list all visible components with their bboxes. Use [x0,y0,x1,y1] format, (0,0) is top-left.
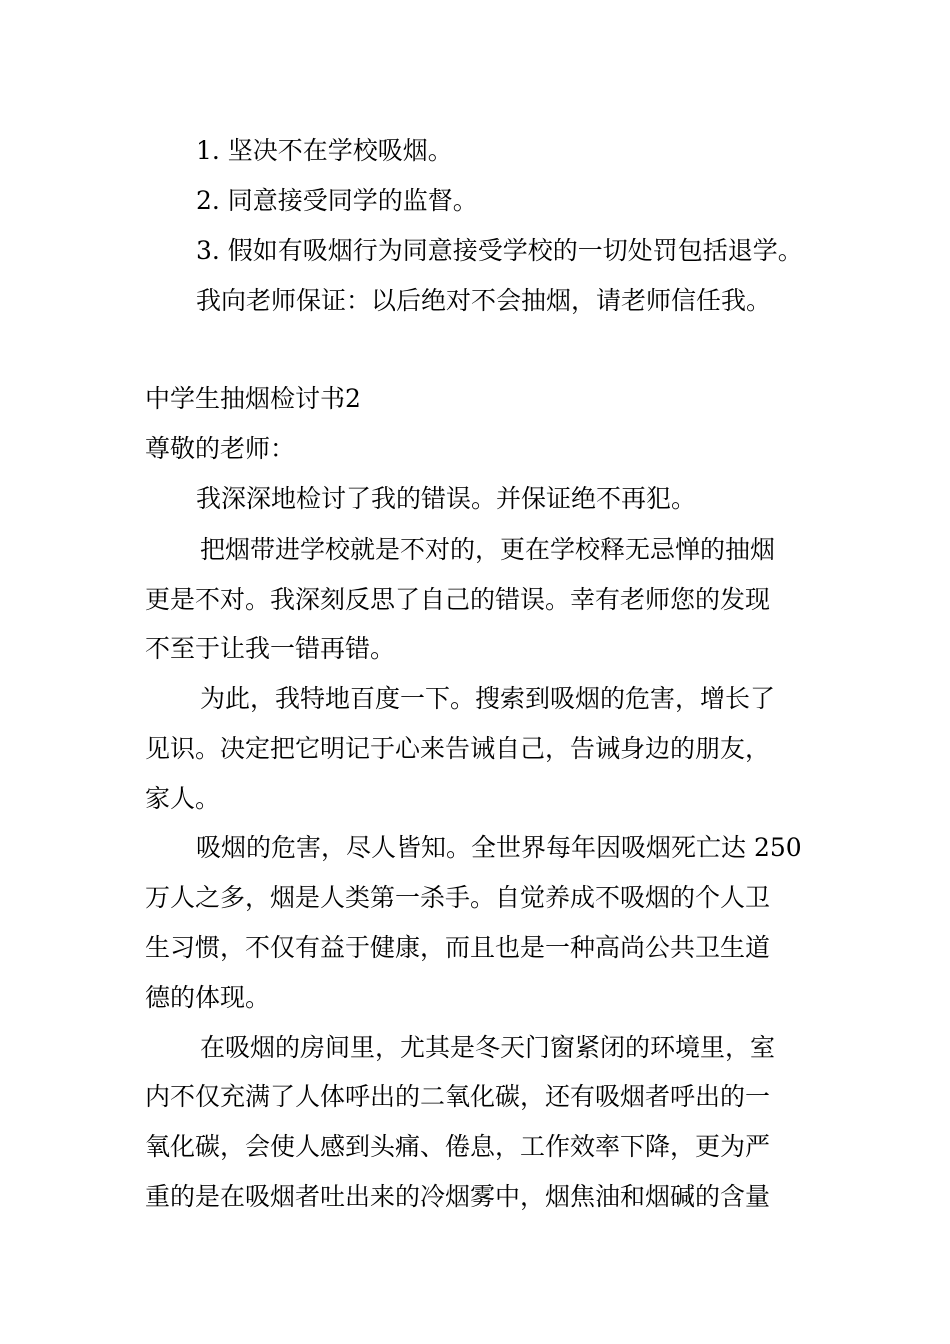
paragraph-3-line-3: 家人。 [145,784,221,813]
paragraph-1-line-1: 我深深地检讨了我的错误。并保证绝不再犯。 [196,484,697,513]
document-title: 中学生抽烟检讨书2 [145,384,361,413]
paragraph-2-line-3: 不至于让我一错再错。 [145,634,396,663]
paragraph-2-line-1: 把烟带进学校就是不对的，更在学校释无忌惮的抽烟 [200,535,776,564]
paragraph-3-line-1: 为此，我特地百度一下。搜索到吸烟的危害，增长了 [200,684,776,713]
list-item-3: 3. 假如有吸烟行为同意接受学校的一切处罚包括退学。 [196,236,803,265]
paragraph-3-line-2: 见识。决定把它明记于心来告诫自己，告诫身边的朋友， [145,734,771,763]
paragraph-5-line-3: 氧化碳，会使人感到头痛、倦息，工作效率下降，更为严 [145,1132,771,1161]
paragraph-4-line-4: 德的体现。 [145,983,271,1012]
list-item-2: 2. 同意接受同学的监督。 [196,186,478,215]
promise-line: 我向老师保证：以后绝对不会抽烟，请老师信任我。 [196,286,772,315]
paragraph-4-line-1: 吸烟的危害，尽人皆知。全世界每年因吸烟死亡达 250 [196,833,802,862]
paragraph-2-line-2: 更是不对。我深刻反思了自己的错误。幸有老师您的发现 [145,585,771,614]
paragraph-4-line-3: 生习惯，不仅有益于健康，而且也是一种高尚公共卫生道 [145,933,771,962]
salutation: 尊敬的老师： [145,434,296,463]
paragraph-5-line-2: 内不仅充满了人体呼出的二氧化碳，还有吸烟者呼出的一 [145,1082,771,1111]
paragraph-5-line-1: 在吸烟的房间里，尤其是冬天门窗紧闭的环境里，室 [200,1033,776,1062]
paragraph-4-line-2: 万人之多，烟是人类第一杀手。自觉养成不吸烟的个人卫 [145,883,771,912]
list-item-1: 1. 坚决不在学校吸烟。 [196,136,453,165]
paragraph-5-line-4: 重的是在吸烟者吐出来的冷烟雾中，烟焦油和烟碱的含量 [145,1182,771,1211]
